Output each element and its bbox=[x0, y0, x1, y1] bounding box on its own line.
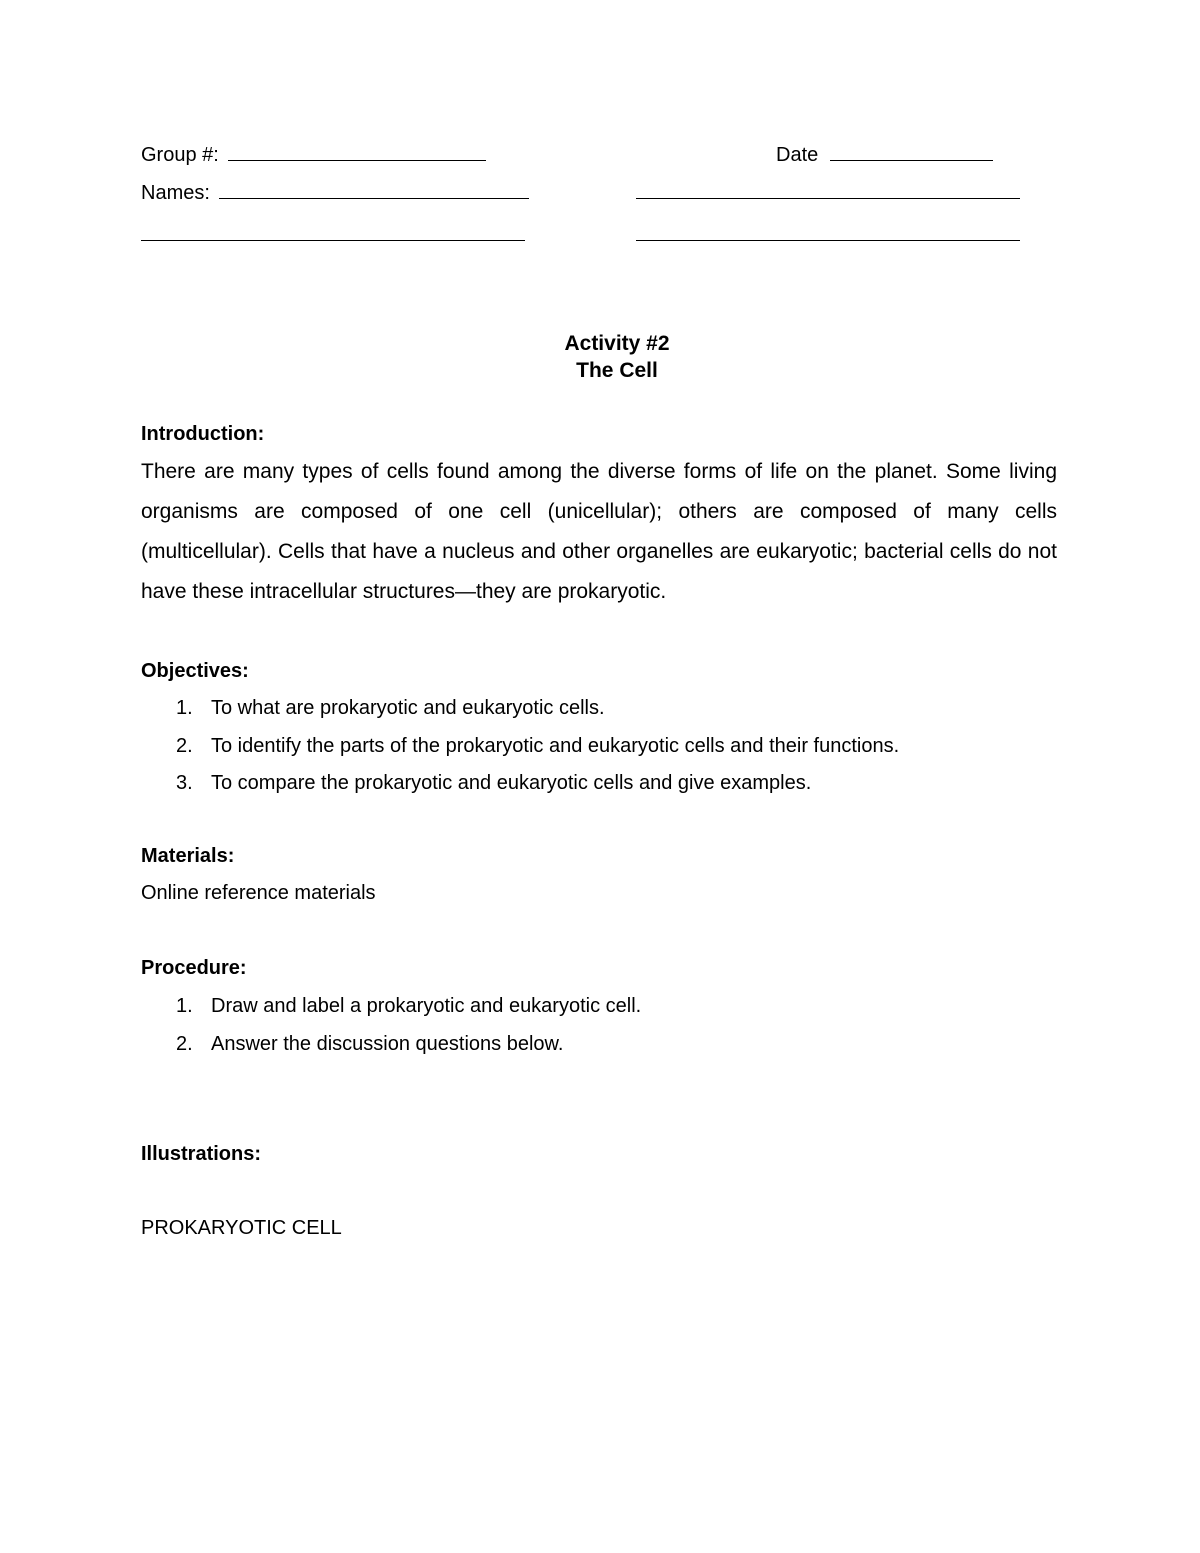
name-field-2 bbox=[636, 180, 1020, 205]
list-item-number: 2. bbox=[176, 1032, 193, 1055]
materials-heading: Materials: bbox=[141, 845, 235, 867]
list-item-number: 2. bbox=[176, 734, 193, 757]
illustrations-heading: Illustrations: bbox=[141, 1143, 262, 1165]
list-item-number: 1. bbox=[176, 697, 193, 719]
name-field-3 bbox=[141, 222, 525, 247]
group-label: Group #: bbox=[141, 144, 219, 166]
list-item-number: 3. bbox=[176, 772, 193, 794]
names-label: Names: bbox=[141, 182, 210, 204]
list-item-text: To what are prokaryotic and eukaryotic cells. bbox=[211, 697, 605, 719]
date-blank-line[interactable] bbox=[830, 142, 993, 161]
name-blank-line-1[interactable] bbox=[219, 180, 529, 199]
group-blank-line[interactable] bbox=[228, 142, 486, 161]
activity-title: Activity #2 bbox=[564, 332, 670, 355]
group-field bbox=[141, 142, 486, 167]
name-blank-line-4[interactable] bbox=[636, 222, 1020, 241]
prokaryotic-cell-label: PROKARYOTIC CELL bbox=[141, 1217, 342, 1239]
date-label: Date bbox=[776, 144, 819, 166]
procedure-heading: Procedure: bbox=[141, 957, 247, 979]
list-item-number: 1. bbox=[176, 995, 193, 1017]
names-field bbox=[141, 180, 529, 205]
name-field-4 bbox=[636, 222, 1020, 247]
list-item-text: To compare the prokaryotic and eukaryotic cells and give examples. bbox=[211, 772, 812, 794]
name-blank-line-2[interactable] bbox=[636, 180, 1020, 199]
materials-text: Online reference materials bbox=[141, 882, 376, 904]
activity-subtitle: The Cell bbox=[576, 359, 658, 382]
introduction-heading: Introduction: bbox=[141, 423, 265, 445]
list-item-text: Answer the discussion questions below. bbox=[211, 1032, 564, 1055]
objectives-heading: Objectives: bbox=[141, 660, 249, 682]
name-blank-line-3[interactable] bbox=[141, 222, 525, 241]
introduction-paragraph: There are many types of cells found among the diverse forms of life on the planet. Some living organisms are composed of one cell (unicellular); others are composed of many cells (multicellular). Cells that have a nucleus and other organelles are eukaryotic; bacterial cells do not have these intracellular structures—they are prokaryotic. bbox=[141, 460, 1057, 603]
list-item-text: To identify the parts of the prokaryotic and eukaryotic cells and their functions. bbox=[211, 734, 900, 757]
list-item-text: Draw and label a prokaryotic and eukaryotic cell. bbox=[211, 995, 642, 1017]
date-field bbox=[776, 142, 993, 167]
